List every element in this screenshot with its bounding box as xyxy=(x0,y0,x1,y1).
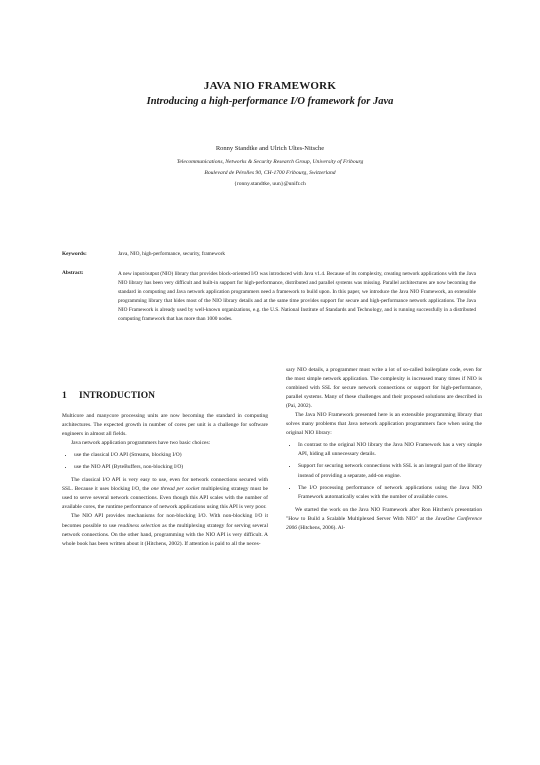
affiliation-line-1: Telecommunications, Networks & Security Research Group, University of Fribourg xyxy=(176,159,364,165)
paper-authors: Ronny Standtke and Ulrich Ultes-Nitsche xyxy=(215,145,325,152)
text-run: multiplexing strategy must be used to serve several network connections. Even though this API scales with the number of available cores, the runtime performance of network applications using this API is very poor. xyxy=(62,486,268,511)
list-item: • The I/O processing performance of network applications using the Java NIO Framework automatically scales with the number of available cores. xyxy=(298,484,482,502)
emphasis: one thread per socket xyxy=(150,486,200,493)
right-column xyxy=(286,366,482,533)
section-number: 1 xyxy=(62,391,67,401)
emphasis: JavaOne Conference 2006 xyxy=(286,515,482,531)
list-item: • use the classical I/O API (Streams, blocking I/O) xyxy=(74,451,268,460)
paragraph: sary NIO details, a programmer must write a lot of so-called boilerplate code, even for the most simple network application. The complexity is increased many times if NIO is combined with SSL for secure network connections or support for high-performance, parallel systems. Many of these challenges and their proposed solutions are described in (Pai, 2002). xyxy=(286,367,482,410)
emphasis: readiness selection xyxy=(118,522,161,529)
bullet-list xyxy=(62,451,268,472)
paper-subtitle: Introducing a high-performance I/O framework for Java xyxy=(146,96,394,107)
paragraph xyxy=(62,512,268,548)
text-run: (Hitchens, 2006). Al- xyxy=(297,524,346,531)
left-column xyxy=(62,412,268,549)
paragraph: Java network application programmers have two basic choices: xyxy=(71,440,211,447)
text-run: We started the work on the Java NIO Framework after Ron Hitchen's presentation "How to Build a Scalable Multiplexed Server With NIO" at the xyxy=(286,506,482,522)
paper-title: JAVA NIO FRAMEWORK xyxy=(203,80,337,92)
author-affiliation xyxy=(0,157,540,190)
text-run: The classical I/O API is very easy to use, even for network connections secured with SSL. Because it uses blocking I/O, the xyxy=(62,477,268,493)
bullet-list xyxy=(286,441,482,501)
paragraph xyxy=(62,476,268,512)
section-title: INTRODUCTION xyxy=(79,391,156,401)
paragraph xyxy=(286,506,482,533)
text-run: as the multiplexing strategy for serving several network connections. On the other hand, programming with the NIO API is very difficult. A whole book has been written about it (Hitchens, 2002). If attention is paid to all the neces- xyxy=(62,522,268,547)
author-email: {ronny.standtke, uun}@unifr.ch xyxy=(234,181,306,187)
list-item: • In contrast to the original NIO library the Java NIO Framework has a very simple API, hiding all unnecessary details. xyxy=(298,441,482,459)
text-run: The NIO API provides mechanisms for non-blocking I/O. With non-blocking I/O it becomes possible to use xyxy=(62,513,268,529)
abstract-label: Abstract: xyxy=(62,270,84,276)
keywords-text: Java, NIO, high-performance, security, framework xyxy=(118,251,226,257)
section-heading xyxy=(62,391,155,401)
keywords-label: Keywords: xyxy=(62,251,87,257)
paragraph: The Java NIO Framework presented here is an extensible programming library that solves many problems that Java network application programmers face when using the original NIO library: xyxy=(286,412,482,437)
list-item: • Support for securing network connections with SSL is an integral part of the library instead of providing a separate, add-on engine. xyxy=(298,462,482,480)
abstract-text: A new input/output (NIO) library that provides block-oriented I/O was introduced with Java v1.4. Because of its complexity, creating network applications with the Java NIO library has been very difficult and built-in support for high-performance, distributed and parallel systems was missing. Parallel architectures are now becoming the standard in computing and Java network application programmers need a framework to build upon. In this paper, we introduce the Java NIO Framework, an extensible programming library that hides most of the NIO library details and at the same time provides support for secure and high-performance network applications. The Java NIO Framework is already used by well-known organizations, e.g. the U.S. National Institute of Standards and Technology, and is running successfully in a distributed computing framework that has more than 1000 nodes. xyxy=(118,271,476,323)
affiliation-line-2: Boulevard de Pérolles 90, CH-1700 Fribourg, Switzerland xyxy=(204,170,336,176)
paragraph: Multicore and manycore processing units are now becoming the standard in computing architectures. The expected growth in number of cores per unit is a challenge for software engineers in almost all fields. xyxy=(62,413,268,438)
list-item: • use the NIO API (ByteBuffers, non-blocking I/O) xyxy=(74,463,268,472)
